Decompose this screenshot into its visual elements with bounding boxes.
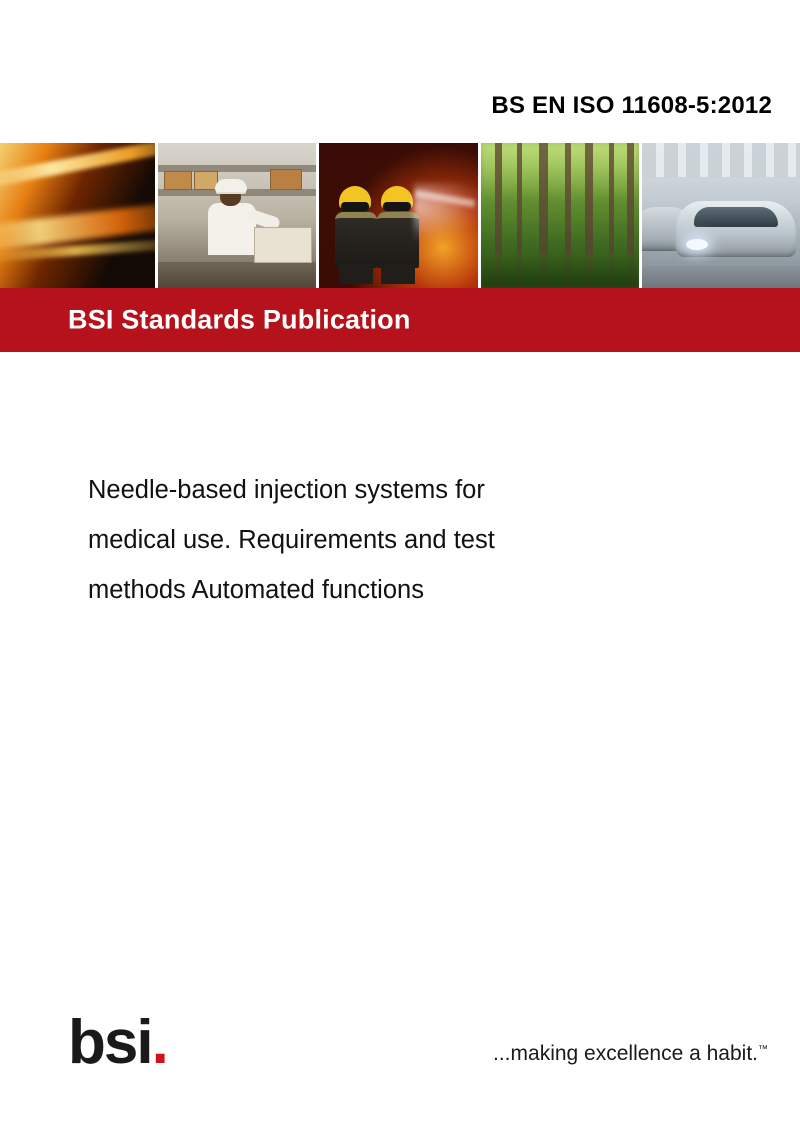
carton-box: [270, 169, 302, 190]
car-production-photo: [642, 143, 800, 288]
water-spray: [414, 183, 481, 241]
firefighter-legs: [381, 264, 415, 284]
trademark-symbol: ™: [758, 1044, 768, 1055]
page-title: [88, 465, 648, 615]
title-line: Needle-based injection systems for: [88, 476, 485, 504]
firefighter-coat: [335, 212, 377, 268]
tagline: [493, 1042, 768, 1066]
firefighters-photo: [319, 143, 480, 288]
cover-image-band: [0, 143, 800, 288]
firefighter-visor: [341, 202, 369, 211]
carton-box: [164, 171, 192, 190]
worker-crate: [254, 227, 312, 263]
bsi-logo-text: bsi: [68, 1008, 152, 1077]
firefighter-figure: [335, 186, 379, 282]
banner-title: BSI Standards Publication: [68, 304, 411, 335]
light-trails-photo: [0, 143, 158, 288]
warehouse-worker-photo: [158, 143, 319, 288]
bsi-standards-banner: [0, 288, 800, 352]
firefighter-legs: [339, 264, 373, 284]
light-trail-streak: [0, 237, 158, 262]
standard-number: BS EN ISO 11608-5:2012: [491, 92, 772, 119]
title-line: methods Automated functions: [88, 576, 424, 604]
title-line: medical use. Requirements and test: [88, 526, 495, 554]
factory-ceiling: [642, 143, 800, 177]
forest-floor: [481, 254, 639, 288]
worker-hard-hat: [215, 179, 247, 192]
car-windscreen: [694, 207, 778, 227]
bsi-logo: [68, 1008, 198, 1077]
car-headlight: [686, 239, 708, 250]
tagline-text: ...making excellence a habit.: [493, 1042, 758, 1065]
bsi-logo-dot: .: [151, 1008, 167, 1077]
warehouse-floor: [158, 262, 316, 288]
factory-floor: [642, 266, 800, 288]
forest-photo: [481, 143, 642, 288]
forest-canopy: [481, 143, 639, 199]
firefighter-visor: [383, 202, 411, 211]
